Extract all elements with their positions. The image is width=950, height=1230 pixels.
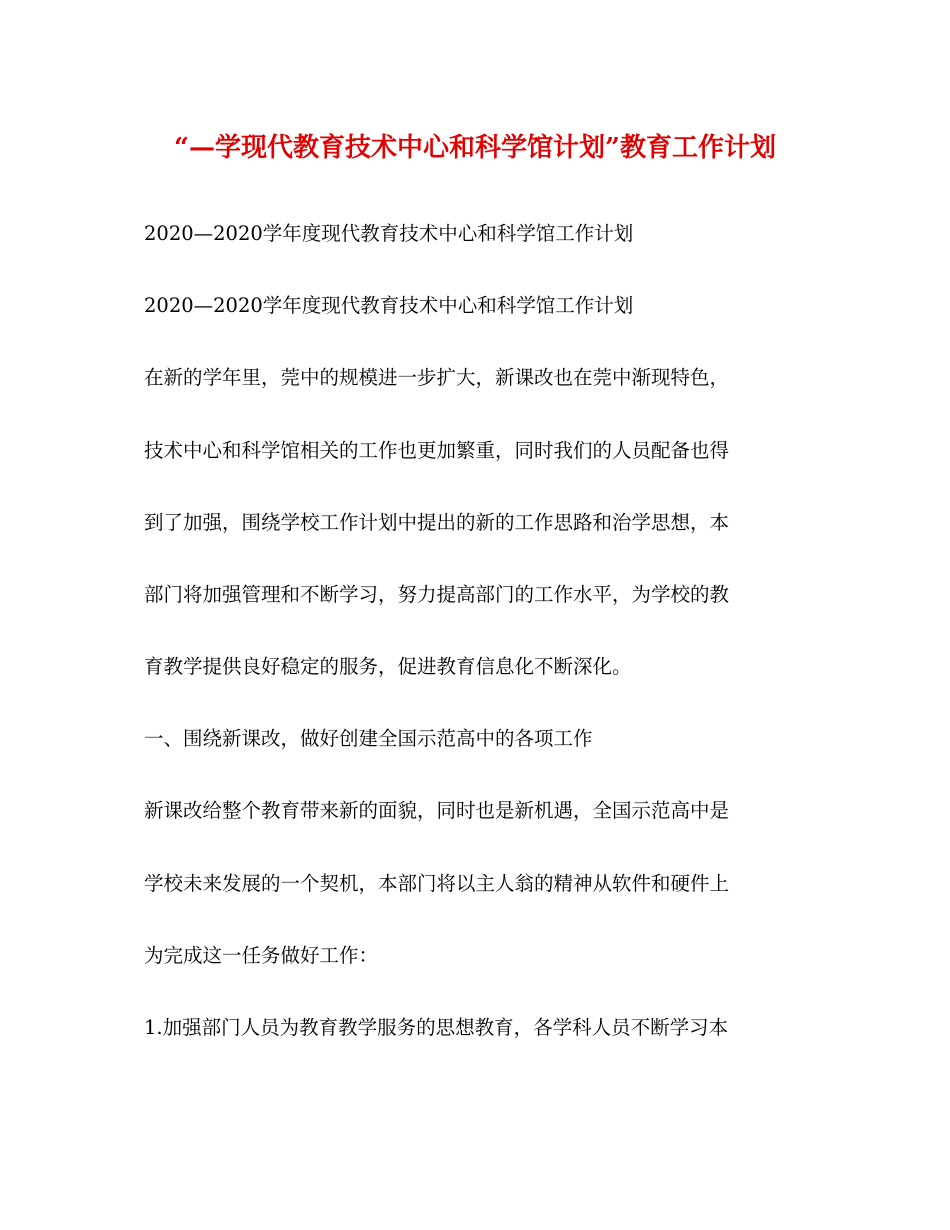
text-line-subtitle-2: 2020—2020学年度现代教育技术中心和科学馆工作计划 <box>144 294 634 317</box>
text-line-section1-1: 新课改给整个教育带来新的面貌，同时也是新机遇，全国示范高中是 <box>144 799 730 822</box>
section-heading-1: 一、围绕新课改，做好创建全国示范高中的各项工作 <box>144 727 593 750</box>
text-line-intro-3: 到了加强，围绕学校工作计划中提出的新的工作思路和治学思想，本 <box>144 511 730 534</box>
document-title: “—学现代教育技术中心和科学馆计划”教育工作计划 <box>174 133 776 163</box>
text-line-intro-2: 技术中心和科学馆相关的工作也更加繁重，同时我们的人员配备也得 <box>144 439 730 462</box>
text-line-intro-1: 在新的学年里，莞中的规模进一步扩大，新课改也在莞中渐现特色， <box>144 366 730 389</box>
text-line-intro-4: 部门将加强管理和不断学习，努力提高部门的工作水平，为学校的教 <box>144 583 730 606</box>
text-line-section1-3: 为完成这一任务做好工作： <box>144 944 379 967</box>
text-line-intro-5: 育教学提供良好稳定的服务，促进教育信息化不断深化。 <box>144 655 632 678</box>
text-line-section1-2: 学校未来发展的一个契机，本部门将以主人翁的精神从软件和硬件上 <box>144 872 730 895</box>
text-line-subtitle-1: 2020—2020学年度现代教育技术中心和科学馆工作计划 <box>144 222 634 245</box>
text-line-item-1: 1.加强部门人员为教育教学服务的思想教育，各学科人员不断学习本 <box>144 1016 729 1039</box>
